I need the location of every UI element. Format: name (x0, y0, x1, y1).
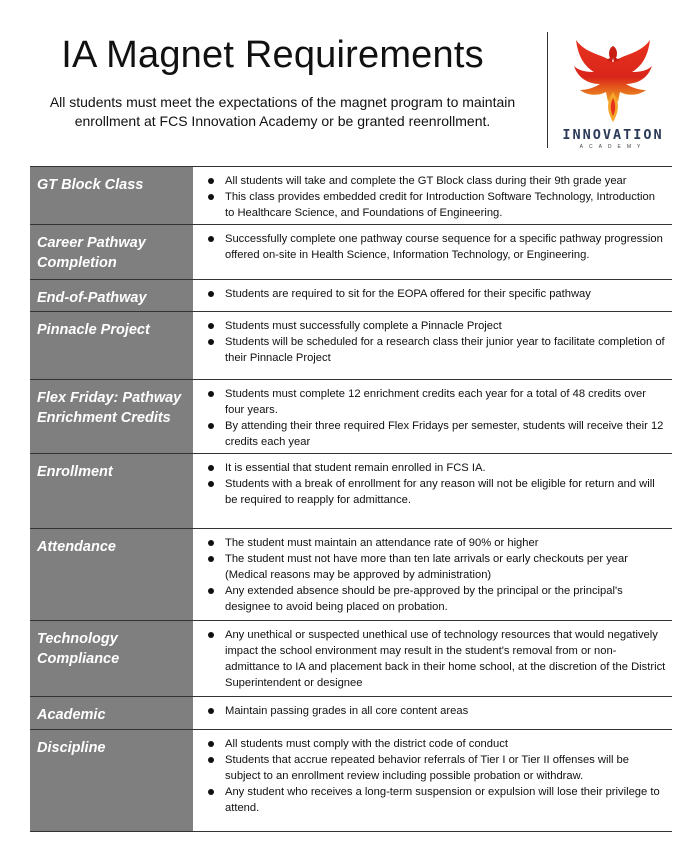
row-academic (30, 697, 672, 730)
row-label: GT Block Class (30, 167, 193, 224)
list-item: Any student who receives a long-term suspension or expulsion will lose their privilege to attend. (205, 784, 666, 816)
page-header (0, 0, 700, 160)
requirements-table (30, 166, 672, 832)
row-gt-block-class (30, 167, 672, 225)
row-end-of-pathway-exam (30, 280, 672, 312)
phoenix-icon (572, 32, 654, 124)
row-label: Flex Friday: Pathway Enrichment Credits (30, 380, 193, 453)
list-item: By attending their three required Flex Fridays per semester, students will receive their 12 credits each year (205, 418, 666, 450)
row-pinnacle-project (30, 312, 672, 380)
list-item: Students must complete 12 enrichment credits each year for a total of 48 credits over four years. (205, 386, 666, 418)
list-item: Students must successfully complete a Pinnacle Project (205, 318, 666, 334)
page-subtitle: All students must meet the expectations of the magnet program to maintain enrollment at FCS Innovation Academy or be granted reenrollment. (49, 94, 516, 129)
list-item: Students will be scheduled for a research class their junior year to facilitate completion of their Pinnacle Project (205, 334, 666, 366)
row-label: Attendance (30, 529, 193, 620)
innovation-academy-logo (552, 28, 674, 156)
row-enrollment (30, 454, 672, 529)
list-item: All students will take and complete the GT Block class during their 9th grade year (205, 173, 666, 189)
row-discipline (30, 730, 672, 832)
list-item: It is essential that student remain enrolled in FCS IA. (205, 460, 666, 476)
list-item: Students with a break of enrollment for any reason will not be eligible for return and will be required to reapply for admittance. (205, 476, 666, 508)
list-item: The student must maintain an attendance rate of 90% or higher (205, 535, 666, 551)
list-item: Any extended absence should be pre-approved by the principal or the principal's designee to avoid being placed on probation. (205, 583, 666, 615)
logo-tagline: ACADEMY (579, 144, 647, 150)
row-label: Technology Compliance (30, 621, 193, 696)
list-item: This class provides embedded credit for Introduction Software Technology, Introduction to Healthcare Science, and Foundations of Engineering. (205, 189, 666, 221)
logo-wordmark: INNOVATION (562, 127, 664, 143)
list-item: Maintain passing grades in all core content areas (205, 703, 666, 719)
row-technology-compliance (30, 621, 672, 697)
row-flex-friday (30, 380, 672, 454)
list-item: The student must not have more than ten late arrivals or early checkouts per year (Medical reasons may be approved by administration) (205, 551, 666, 583)
list-item: All students must comply with the district code of conduct (205, 736, 666, 752)
header-divider (547, 32, 548, 148)
row-label: Enrollment (30, 454, 193, 528)
row-label: Discipline (30, 730, 193, 831)
row-label: Academic (30, 697, 193, 729)
row-career-pathway-completion (30, 225, 672, 280)
list-item: Successfully complete one pathway course sequence for a specific pathway progression offered on-site in Health Science, Information Technology, or Engineering. (205, 231, 666, 263)
row-label: Pinnacle Project (30, 312, 193, 379)
page-title: IA Magnet Requirements (61, 34, 484, 76)
row-label: End-of-Pathway (30, 280, 193, 311)
list-item: Any unethical or suspected unethical use of technology resources that would negatively impact the school environment may result in the student's removal from or non-admittance to IA and placement back in their home school, at the discretion of the District Superintendent or designee (205, 627, 666, 691)
list-item: Students are required to sit for the EOPA offered for their specific pathway (205, 286, 666, 302)
row-attendance (30, 529, 672, 621)
row-label: Career Pathway Completion (30, 225, 193, 279)
list-item: Students that accrue repeated behavior referrals of Tier I or Tier II offenses will be subject to an enrollment review including possible probation or withdraw. (205, 752, 666, 784)
